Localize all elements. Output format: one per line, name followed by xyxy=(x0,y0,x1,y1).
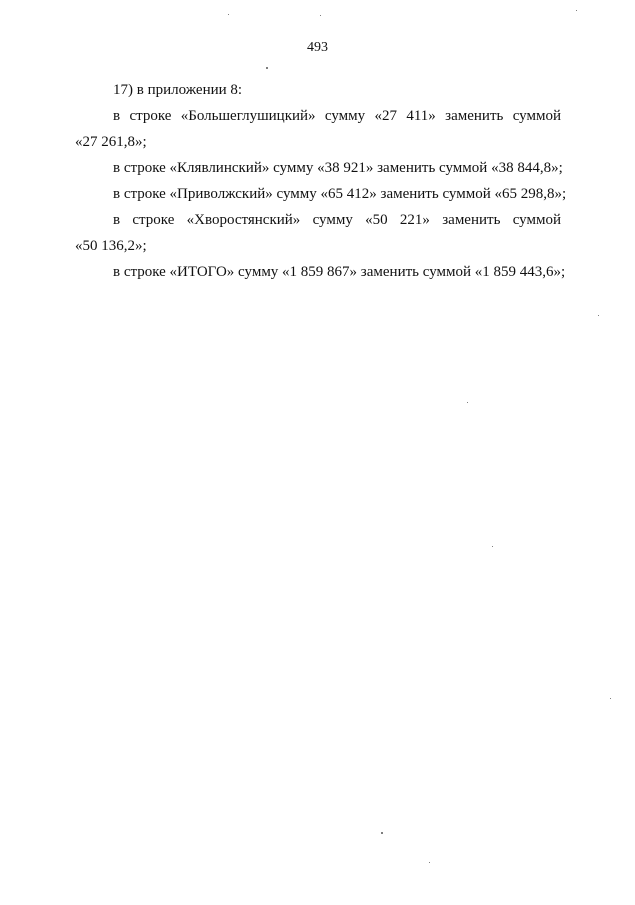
scan-speck xyxy=(381,832,383,834)
text-line: в строке «Приволжский» сумму «65 412» заменить суммой «65 298,8»; xyxy=(113,186,567,202)
text-line: в строке «Клявлинский» сумму «38 921» заменить суммой «38 844,8»; xyxy=(113,160,563,176)
text-line: в строке «Большеглушицкий» сумму «27 411» заменить суммой xyxy=(113,108,561,124)
text-line: «27 261,8»; xyxy=(75,134,147,150)
text-line: в строке «ИТОГО» сумму «1 859 867» заменить суммой «1 859 443,6»; xyxy=(113,264,566,280)
scan-speck xyxy=(492,546,493,547)
section-heading: 17) в приложении 8: xyxy=(113,82,243,98)
page-number: 493 xyxy=(307,40,328,55)
document-body xyxy=(75,77,567,285)
scan-speck xyxy=(467,402,468,403)
text-line: «50 136,2»; xyxy=(75,238,147,254)
scan-speck xyxy=(266,67,268,69)
scan-speck xyxy=(598,315,599,316)
text-line: в строке «Хворостянский» сумму «50 221» заменить суммой xyxy=(113,212,561,228)
scan-speck xyxy=(610,698,611,699)
scan-speck xyxy=(228,14,229,15)
scan-speck xyxy=(320,15,321,16)
scan-speck xyxy=(429,862,430,863)
scan-speck xyxy=(576,10,577,11)
